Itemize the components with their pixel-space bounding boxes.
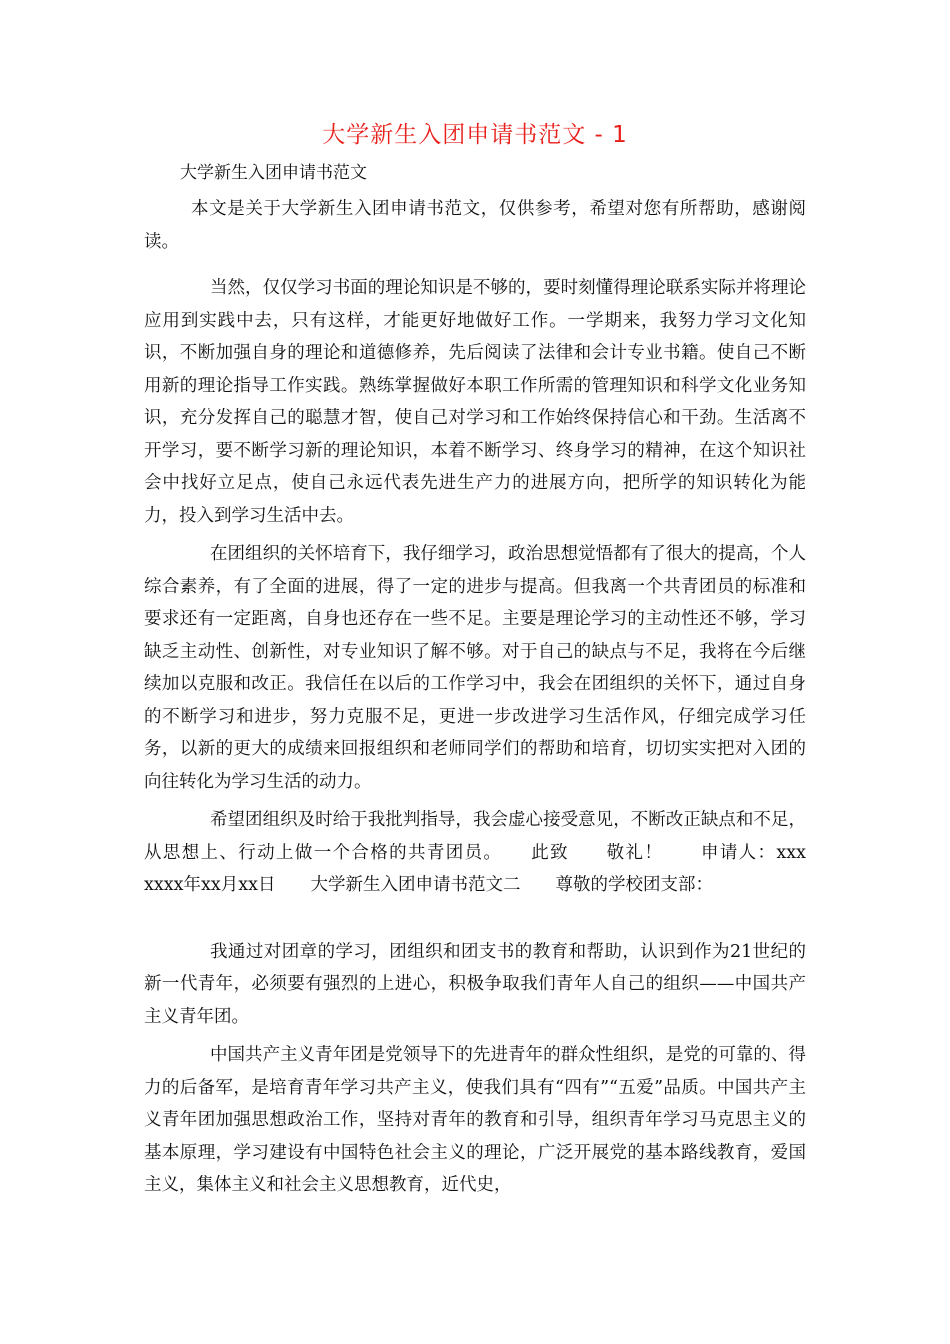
paragraph-second-intro: 我通过对团章的学习，团组织和团支书的教育和帮助，认识到作为21世纪的新一代青年，必须要有强烈的上进心，积极争取我们青年人自己的组织——中国共产主义青年团。 <box>144 941 806 1027</box>
paragraph-study: 当然，仅仅学习书面的理论知识是不够的，要时刻懂得理论联系实际并将理论应用到实践中去，只有这样，才能更好地做好工作。一学期来，我努力学习文化知识，不断加强自身的理论和道德修养，先后阅读了法律和会计专业书籍。使自己不断用新的理论指导工作实践。熟练掌握做好本职工作所需的管理知识和科学文化业务知识，充分发挥自己的聪慧才智，使自己对学习和工作始终保持信心和干劲。生活离不开学习，要不断学习新的理论知识，本着不断学习、终身学习的精神，在这个知识社会中找好立足点，使自己永远代表先进生产力的进展方向，把所学的知识转化为能力，投入到学习生活中去。 <box>144 278 806 526</box>
paragraph-intro: 本文是关于大学新生入团申请书范文，仅供参考，希望对您有所帮助，感谢阅读。 <box>144 199 806 252</box>
document-title: 大学新生入团申请书范文 - 1 <box>322 122 628 148</box>
document-body <box>144 193 841 1208</box>
paragraph-progress: 在团组织的关怀培育下，我仔细学习，政治思想觉悟都有了很大的提高，个人综合素养，有了全面的进展，得了一定的进步与提高。但我离一个共青团员的标准和要求还有一定距离，自身也还存在一些不足。主要是理论学习的主动性还不够，学习缺乏主动性、创新性，对专业知识了解不够。对于自己的缺点与不足，我将在今后继续加以克服和改正。我信任在以后的工作学习中，我会在团组织的关怀下，通过自身的不断学习和进步，努力克服不足，更进一步改进学习生活作风，仔细完成学习任务，以新的更大的成绩来回报组织和老师同学们的帮助和培育，切切实实把对入团的向往转化为学习生活的动力。 <box>144 544 806 792</box>
document-subtitle: 大学新生入团申请书范文 <box>180 163 367 183</box>
paragraph-league-description: 中国共产主义青年团是党领导下的先进青年的群众性组织，是党的可靠的、得力的后备军，是培育青年学习共产主义，使我们具有“四有”“五爱”品质。中国共产主义青年团加强思想政治工作，坚持对青年的教育和引导，组织青年学习马克思主义的基本原理，学习建设有中国特色社会主义的理论，广泛开展党的基本路线教育，爱国主义，集体主义和社会主义思想教育，近代史， <box>144 1045 806 1195</box>
paragraph-closing: 希望团组织及时给于我批判指导，我会虚心接受意见，不断改正缺点和不足，从思想上、行动上做一个合格的共青团员。 此致 敬礼！ 申请人：xxx xxxx年xx月xx日 大学新生入团申请书范文二 尊敬的学校团支部： <box>144 810 841 895</box>
